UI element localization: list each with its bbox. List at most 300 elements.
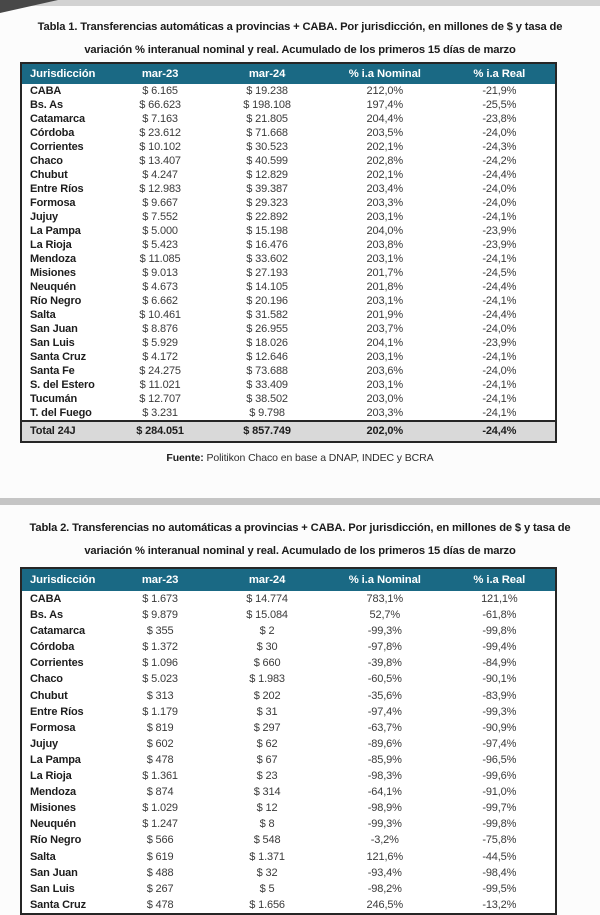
value-cell: -98,4% — [482, 866, 517, 879]
value-cell: -99,3% — [367, 625, 402, 638]
value-cell: 121,1% — [481, 593, 518, 605]
value-cell: $ 38.502 — [246, 393, 288, 405]
value-cell: $ 4.247 — [142, 169, 178, 181]
table-row — [21, 154, 556, 168]
value-cell: 203,1% — [366, 253, 403, 265]
table-row — [21, 406, 556, 421]
value-cell: $ 6.165 — [142, 85, 178, 97]
value-cell: -24,1% — [482, 351, 517, 363]
value-cell: $ 566 — [146, 834, 174, 847]
value-cell: -99,3% — [367, 818, 402, 831]
value-cell: -91,0% — [482, 786, 517, 799]
table-row — [21, 623, 556, 639]
value-cell: $ 355 — [146, 625, 174, 638]
value-cell: $ 20.196 — [246, 295, 288, 307]
value-cell: 203,6% — [366, 365, 403, 377]
value-cell: $ 14.774 — [246, 593, 288, 605]
value-cell: $ 548 — [253, 834, 281, 847]
column-header: % i.a Nominal — [326, 568, 444, 591]
value-cell: $ 874 — [146, 786, 174, 799]
table-row — [21, 655, 556, 671]
value-cell: -24,0% — [482, 365, 517, 377]
total-value-cell: 202,0% — [326, 421, 444, 442]
value-cell: $ 11.085 — [139, 253, 181, 265]
value-cell: $ 21.805 — [246, 113, 288, 125]
jurisdiction-cell: Córdoba — [30, 127, 75, 139]
value-cell: -84,9% — [482, 657, 517, 670]
value-cell: 202,8% — [366, 155, 403, 167]
table-row — [21, 832, 556, 848]
jurisdiction-cell: Mendoza — [30, 253, 77, 265]
value-cell: $ 66.623 — [139, 99, 181, 111]
value-cell: -24,0% — [482, 197, 517, 209]
column-header: mar-23 — [112, 63, 208, 84]
value-cell: 201,7% — [366, 267, 403, 279]
value-cell: $ 31 — [256, 705, 278, 718]
table-row — [21, 816, 556, 832]
value-cell: $ 5.929 — [142, 337, 178, 349]
value-cell: -99,5% — [482, 882, 517, 895]
value-cell: 203,3% — [366, 407, 403, 419]
jurisdiction-cell: Misiones — [30, 802, 76, 815]
value-cell: $ 62 — [256, 737, 278, 750]
table-row — [21, 336, 556, 350]
value-cell: -63,7% — [367, 721, 402, 734]
value-cell: 783,1% — [366, 593, 403, 605]
jurisdiction-cell: Corrientes — [30, 141, 84, 153]
jurisdiction-cell: Misiones — [30, 267, 76, 279]
table1-footer — [21, 421, 556, 442]
value-cell: $ 1.673 — [142, 593, 178, 605]
value-cell: 203,0% — [366, 393, 403, 405]
value-cell: $ 22.892 — [246, 211, 288, 223]
table-row — [21, 210, 556, 224]
value-cell: -89,6% — [367, 737, 402, 750]
value-cell: $ 23 — [256, 770, 278, 783]
value-cell: -97,8% — [367, 641, 402, 654]
jurisdiction-cell: Río Negro — [30, 295, 82, 307]
value-cell: $ 1.361 — [142, 770, 178, 783]
value-cell: 201,9% — [366, 309, 403, 321]
value-cell: 203,3% — [366, 197, 403, 209]
table1-body — [21, 84, 556, 421]
value-cell: -23,8% — [482, 113, 517, 125]
value-cell: -85,9% — [367, 753, 402, 766]
value-cell: $ 313 — [146, 689, 174, 702]
value-cell: -23,9% — [482, 337, 517, 349]
section-divider — [0, 498, 600, 505]
column-header: Jurisdicción — [21, 568, 112, 591]
jurisdiction-cell: San Luis — [30, 882, 75, 895]
value-cell: $ 478 — [146, 898, 174, 911]
column-header: mar-24 — [208, 63, 326, 84]
value-cell: $ 202 — [253, 689, 281, 702]
table-row — [21, 266, 556, 280]
value-cell: $ 32 — [256, 866, 278, 879]
table-row — [21, 704, 556, 720]
value-cell: 204,1% — [366, 337, 403, 349]
jurisdiction-cell: Mendoza — [30, 786, 77, 799]
value-cell: $ 1.179 — [142, 705, 178, 718]
value-cell: $ 12.646 — [246, 351, 288, 363]
value-cell: $ 1.372 — [142, 641, 178, 654]
table2-title — [28, 517, 572, 563]
table-row — [21, 252, 556, 266]
value-cell: 203,1% — [366, 379, 403, 391]
value-cell: $ 40.599 — [246, 155, 288, 167]
value-cell: $ 24.275 — [139, 365, 181, 377]
table2-section — [0, 505, 600, 911]
jurisdiction-cell: La Rioja — [30, 770, 72, 783]
value-cell: $ 10.461 — [139, 309, 181, 321]
jurisdiction-cell: Córdoba — [30, 641, 75, 654]
table-row — [21, 168, 556, 182]
column-header: % i.a Nominal — [326, 63, 444, 84]
value-cell: $ 2 — [259, 625, 275, 638]
jurisdiction-cell: Tucumán — [30, 393, 78, 405]
value-cell: -24,1% — [482, 407, 517, 419]
jurisdiction-cell: CABA — [30, 593, 62, 605]
value-cell: $ 5.423 — [142, 239, 178, 251]
jurisdiction-cell: Chubut — [30, 689, 68, 702]
source-label: Fuente: — [166, 452, 204, 464]
total-value-cell: $ 857.749 — [208, 421, 326, 442]
value-cell: -93,4% — [367, 866, 402, 879]
value-cell: -24,1% — [482, 379, 517, 391]
value-cell: $ 73.688 — [246, 365, 288, 377]
value-cell: -99,7% — [482, 802, 517, 815]
value-cell: $ 488 — [146, 866, 174, 879]
column-header: % i.a Real — [444, 568, 556, 591]
table-row — [21, 752, 556, 768]
table-row — [21, 196, 556, 210]
table-row — [21, 350, 556, 364]
jurisdiction-cell: San Luis — [30, 337, 75, 349]
table-row — [21, 607, 556, 623]
value-cell: -98,2% — [367, 882, 402, 895]
value-cell: -96,5% — [482, 753, 517, 766]
value-cell: $ 10.102 — [139, 141, 181, 153]
value-cell: -99,3% — [482, 705, 517, 718]
value-cell: $ 26.955 — [246, 323, 288, 335]
value-cell: -21,9% — [482, 85, 517, 97]
value-cell: -44,5% — [482, 850, 517, 863]
table-row — [21, 865, 556, 881]
value-cell: -99,8% — [482, 625, 517, 638]
total-label-cell: Total 24J — [21, 421, 112, 442]
value-cell: 52,7% — [369, 609, 400, 622]
table-row — [21, 720, 556, 736]
jurisdiction-cell: Formosa — [30, 721, 76, 734]
jurisdiction-cell: Río Negro — [30, 834, 82, 847]
table-row — [21, 84, 556, 98]
value-cell: -24,1% — [482, 393, 517, 405]
value-cell: $ 12.983 — [139, 183, 181, 195]
value-cell: $ 15.084 — [246, 609, 288, 622]
value-cell: $ 619 — [146, 850, 174, 863]
value-cell: $ 12 — [256, 802, 278, 815]
value-cell: 212,0% — [366, 85, 403, 97]
table-row — [21, 897, 556, 914]
value-cell: $ 819 — [146, 721, 174, 734]
value-cell: $ 660 — [253, 657, 281, 670]
table2-header — [21, 568, 556, 591]
table1-title-line1: Tabla 1. Transferencias automáticas a provincias + CABA. Por jurisdicción, en millones de $ y tasa de — [37, 21, 563, 33]
table-row — [21, 768, 556, 784]
total-value-cell: -24,4% — [444, 421, 556, 442]
value-cell: $ 6.662 — [142, 295, 178, 307]
value-cell: -24,0% — [482, 127, 517, 139]
jurisdiction-cell: Neuquén — [30, 281, 77, 293]
total-row — [21, 421, 556, 442]
value-cell: -83,9% — [482, 689, 517, 702]
value-cell: -23,9% — [482, 225, 517, 237]
value-cell: -90,9% — [482, 721, 517, 734]
table1-title — [28, 16, 572, 62]
value-cell: $ 602 — [146, 737, 174, 750]
table-row — [21, 800, 556, 816]
value-cell: 121,6% — [366, 850, 403, 863]
table1-header — [21, 63, 556, 84]
value-cell: 202,1% — [366, 141, 403, 153]
value-cell: $ 19.238 — [246, 85, 288, 97]
value-cell: $ 8 — [259, 818, 275, 831]
value-cell: $ 297 — [253, 721, 281, 734]
value-cell: $ 198.108 — [243, 99, 291, 111]
jurisdiction-cell: La Pampa — [30, 225, 81, 237]
jurisdiction-cell: Entre Ríos — [30, 183, 84, 195]
table-row — [21, 182, 556, 196]
table-row — [21, 308, 556, 322]
table-row — [21, 322, 556, 336]
value-cell: $ 67 — [256, 753, 278, 766]
value-cell: -99,4% — [482, 641, 517, 654]
table1-title-line2: variación % interanual nominal y real. Acumulado de los primeros 15 días de marzo — [84, 44, 516, 56]
value-cell: 201,8% — [366, 281, 403, 293]
value-cell: $ 9.667 — [142, 197, 178, 209]
value-cell: 204,0% — [366, 225, 403, 237]
value-cell: $ 9.879 — [142, 609, 178, 622]
source-note — [0, 452, 600, 464]
table-row — [21, 671, 556, 687]
value-cell: $ 7.552 — [142, 211, 178, 223]
value-cell: $ 16.476 — [246, 239, 288, 251]
header-row — [21, 63, 556, 84]
value-cell: -24,4% — [482, 281, 517, 293]
value-cell: $ 12.829 — [246, 169, 288, 181]
value-cell: 203,1% — [366, 351, 403, 363]
value-cell: -97,4% — [367, 705, 402, 718]
value-cell: $ 30.523 — [246, 141, 288, 153]
jurisdiction-cell: San Juan — [30, 866, 78, 879]
value-cell: $ 12.707 — [139, 393, 181, 405]
value-cell: -24,1% — [482, 211, 517, 223]
value-cell: -98,3% — [367, 770, 402, 783]
value-cell: -39,8% — [367, 657, 402, 670]
jurisdiction-cell: Santa Cruz — [30, 898, 86, 911]
jurisdiction-cell: La Pampa — [30, 753, 81, 766]
value-cell: -24,4% — [482, 169, 517, 181]
value-cell: $ 1.983 — [249, 673, 285, 686]
value-cell: -35,6% — [367, 689, 402, 702]
table-row — [21, 736, 556, 752]
jurisdiction-cell: Jujuy — [30, 737, 58, 750]
jurisdiction-cell: S. del Estero — [30, 379, 95, 391]
table-row — [21, 849, 556, 865]
jurisdiction-cell: San Juan — [30, 323, 78, 335]
value-cell: 246,5% — [366, 898, 403, 911]
value-cell: $ 33.602 — [246, 253, 288, 265]
value-cell: -61,8% — [482, 609, 517, 622]
table-row — [21, 364, 556, 378]
jurisdiction-cell: CABA — [30, 85, 62, 97]
value-cell: -3,2% — [370, 834, 399, 847]
jurisdiction-cell: Chaco — [30, 155, 63, 167]
table-row — [21, 378, 556, 392]
jurisdiction-cell: Salta — [30, 309, 56, 321]
table-row — [21, 881, 556, 897]
table-row — [21, 126, 556, 140]
value-cell: $ 29.323 — [246, 197, 288, 209]
table2-title-line1: Tabla 2. Transferencias no automáticas a provincias + CABA. Por jurisdicción, en millones de $ y tasa de — [29, 522, 571, 534]
table2-body — [21, 591, 556, 914]
value-cell: $ 1.656 — [249, 898, 285, 911]
jurisdiction-cell: Neuquén — [30, 818, 77, 831]
value-cell: -75,8% — [482, 834, 517, 847]
value-cell: $ 1.096 — [142, 657, 178, 670]
jurisdiction-cell: Catamarca — [30, 113, 85, 125]
table-row — [21, 392, 556, 406]
value-cell: $ 7.163 — [142, 113, 178, 125]
value-cell: -25,5% — [482, 99, 517, 111]
value-cell: -64,1% — [367, 786, 402, 799]
table-row — [21, 294, 556, 308]
table-row — [21, 98, 556, 112]
value-cell: $ 23.612 — [139, 127, 181, 139]
jurisdiction-cell: Salta — [30, 850, 56, 863]
jurisdiction-cell: Formosa — [30, 197, 76, 209]
value-cell: $ 5.000 — [142, 225, 178, 237]
jurisdiction-cell: Santa Cruz — [30, 351, 86, 363]
value-cell: $ 1.371 — [249, 850, 285, 863]
value-cell: -13,2% — [482, 898, 517, 911]
value-cell: $ 71.668 — [246, 127, 288, 139]
value-cell: -24,4% — [482, 309, 517, 321]
value-cell: -24,0% — [482, 183, 517, 195]
value-cell: $ 1.247 — [142, 818, 178, 831]
value-cell: 203,5% — [366, 127, 403, 139]
value-cell: 203,1% — [366, 295, 403, 307]
jurisdiction-cell: Chubut — [30, 169, 68, 181]
value-cell: $ 39.387 — [246, 183, 288, 195]
total-value-cell: $ 284.051 — [112, 421, 208, 442]
table2 — [20, 567, 557, 915]
table-row — [21, 112, 556, 126]
value-cell: -24,1% — [482, 295, 517, 307]
value-cell: $ 5.023 — [142, 673, 178, 686]
value-cell: $ 11.021 — [139, 379, 181, 391]
value-cell: 203,4% — [366, 183, 403, 195]
value-cell: $ 1.029 — [142, 802, 178, 815]
column-header: % i.a Real — [444, 63, 556, 84]
jurisdiction-cell: Bs. As — [30, 609, 63, 622]
value-cell: -24,5% — [482, 267, 517, 279]
value-cell: 202,1% — [366, 169, 403, 181]
jurisdiction-cell: Santa Fe — [30, 365, 75, 377]
jurisdiction-cell: Bs. As — [30, 99, 63, 111]
value-cell: -24,0% — [482, 323, 517, 335]
table-row — [21, 238, 556, 252]
jurisdiction-cell: T. del Fuego — [30, 407, 92, 419]
value-cell: $ 30 — [256, 641, 278, 654]
value-cell: 203,1% — [366, 211, 403, 223]
value-cell: -90,1% — [482, 673, 517, 686]
table-row — [21, 280, 556, 294]
jurisdiction-cell: Catamarca — [30, 625, 85, 638]
value-cell: $ 31.582 — [246, 309, 288, 321]
value-cell: $ 9.798 — [249, 407, 285, 419]
value-cell: $ 13.407 — [139, 155, 181, 167]
value-cell: $ 18.026 — [246, 337, 288, 349]
jurisdiction-cell: La Rioja — [30, 239, 72, 251]
table1-section — [0, 6, 600, 498]
table-row — [21, 688, 556, 704]
jurisdiction-cell: Entre Ríos — [30, 705, 84, 718]
value-cell: $ 33.409 — [246, 379, 288, 391]
table-row — [21, 140, 556, 154]
value-cell: $ 3.231 — [142, 407, 178, 419]
value-cell: $ 478 — [146, 753, 174, 766]
jurisdiction-cell: Chaco — [30, 673, 63, 686]
table-row — [21, 784, 556, 800]
header-row — [21, 568, 556, 591]
table-row — [21, 639, 556, 655]
value-cell: -24,2% — [482, 155, 517, 167]
value-cell: 203,8% — [366, 239, 403, 251]
table-row — [21, 224, 556, 238]
value-cell: -60,5% — [367, 673, 402, 686]
value-cell: $ 8.876 — [142, 323, 178, 335]
table1 — [20, 62, 557, 443]
value-cell: $ 15.198 — [246, 225, 288, 237]
jurisdiction-cell: Corrientes — [30, 657, 84, 670]
column-header: mar-23 — [112, 568, 208, 591]
value-cell: -97,4% — [482, 737, 517, 750]
value-cell: 203,7% — [366, 323, 403, 335]
column-header: Jurisdicción — [21, 63, 112, 84]
table2-title-line2: variación % interanual nominal y real. Acumulado de los primeros 15 días de marzo — [84, 545, 516, 557]
value-cell: $ 267 — [146, 882, 174, 895]
value-cell: -24,3% — [482, 141, 517, 153]
value-cell: 204,4% — [366, 113, 403, 125]
value-cell: $ 27.193 — [246, 267, 288, 279]
value-cell: 197,4% — [366, 99, 403, 111]
value-cell: $ 314 — [253, 786, 281, 799]
table-row — [21, 591, 556, 607]
value-cell: $ 4.172 — [142, 351, 178, 363]
value-cell: -23,9% — [482, 239, 517, 251]
source-text: Politikon Chaco en base a DNAP, INDEC y BCRA — [203, 452, 434, 464]
column-header: mar-24 — [208, 568, 326, 591]
value-cell: $ 14.105 — [246, 281, 288, 293]
value-cell: -99,8% — [482, 818, 517, 831]
value-cell: -99,6% — [482, 770, 517, 783]
value-cell: $ 5 — [259, 882, 275, 895]
value-cell: -98,9% — [367, 802, 402, 815]
value-cell: -24,1% — [482, 253, 517, 265]
value-cell: $ 9.013 — [142, 267, 178, 279]
jurisdiction-cell: Jujuy — [30, 211, 58, 223]
